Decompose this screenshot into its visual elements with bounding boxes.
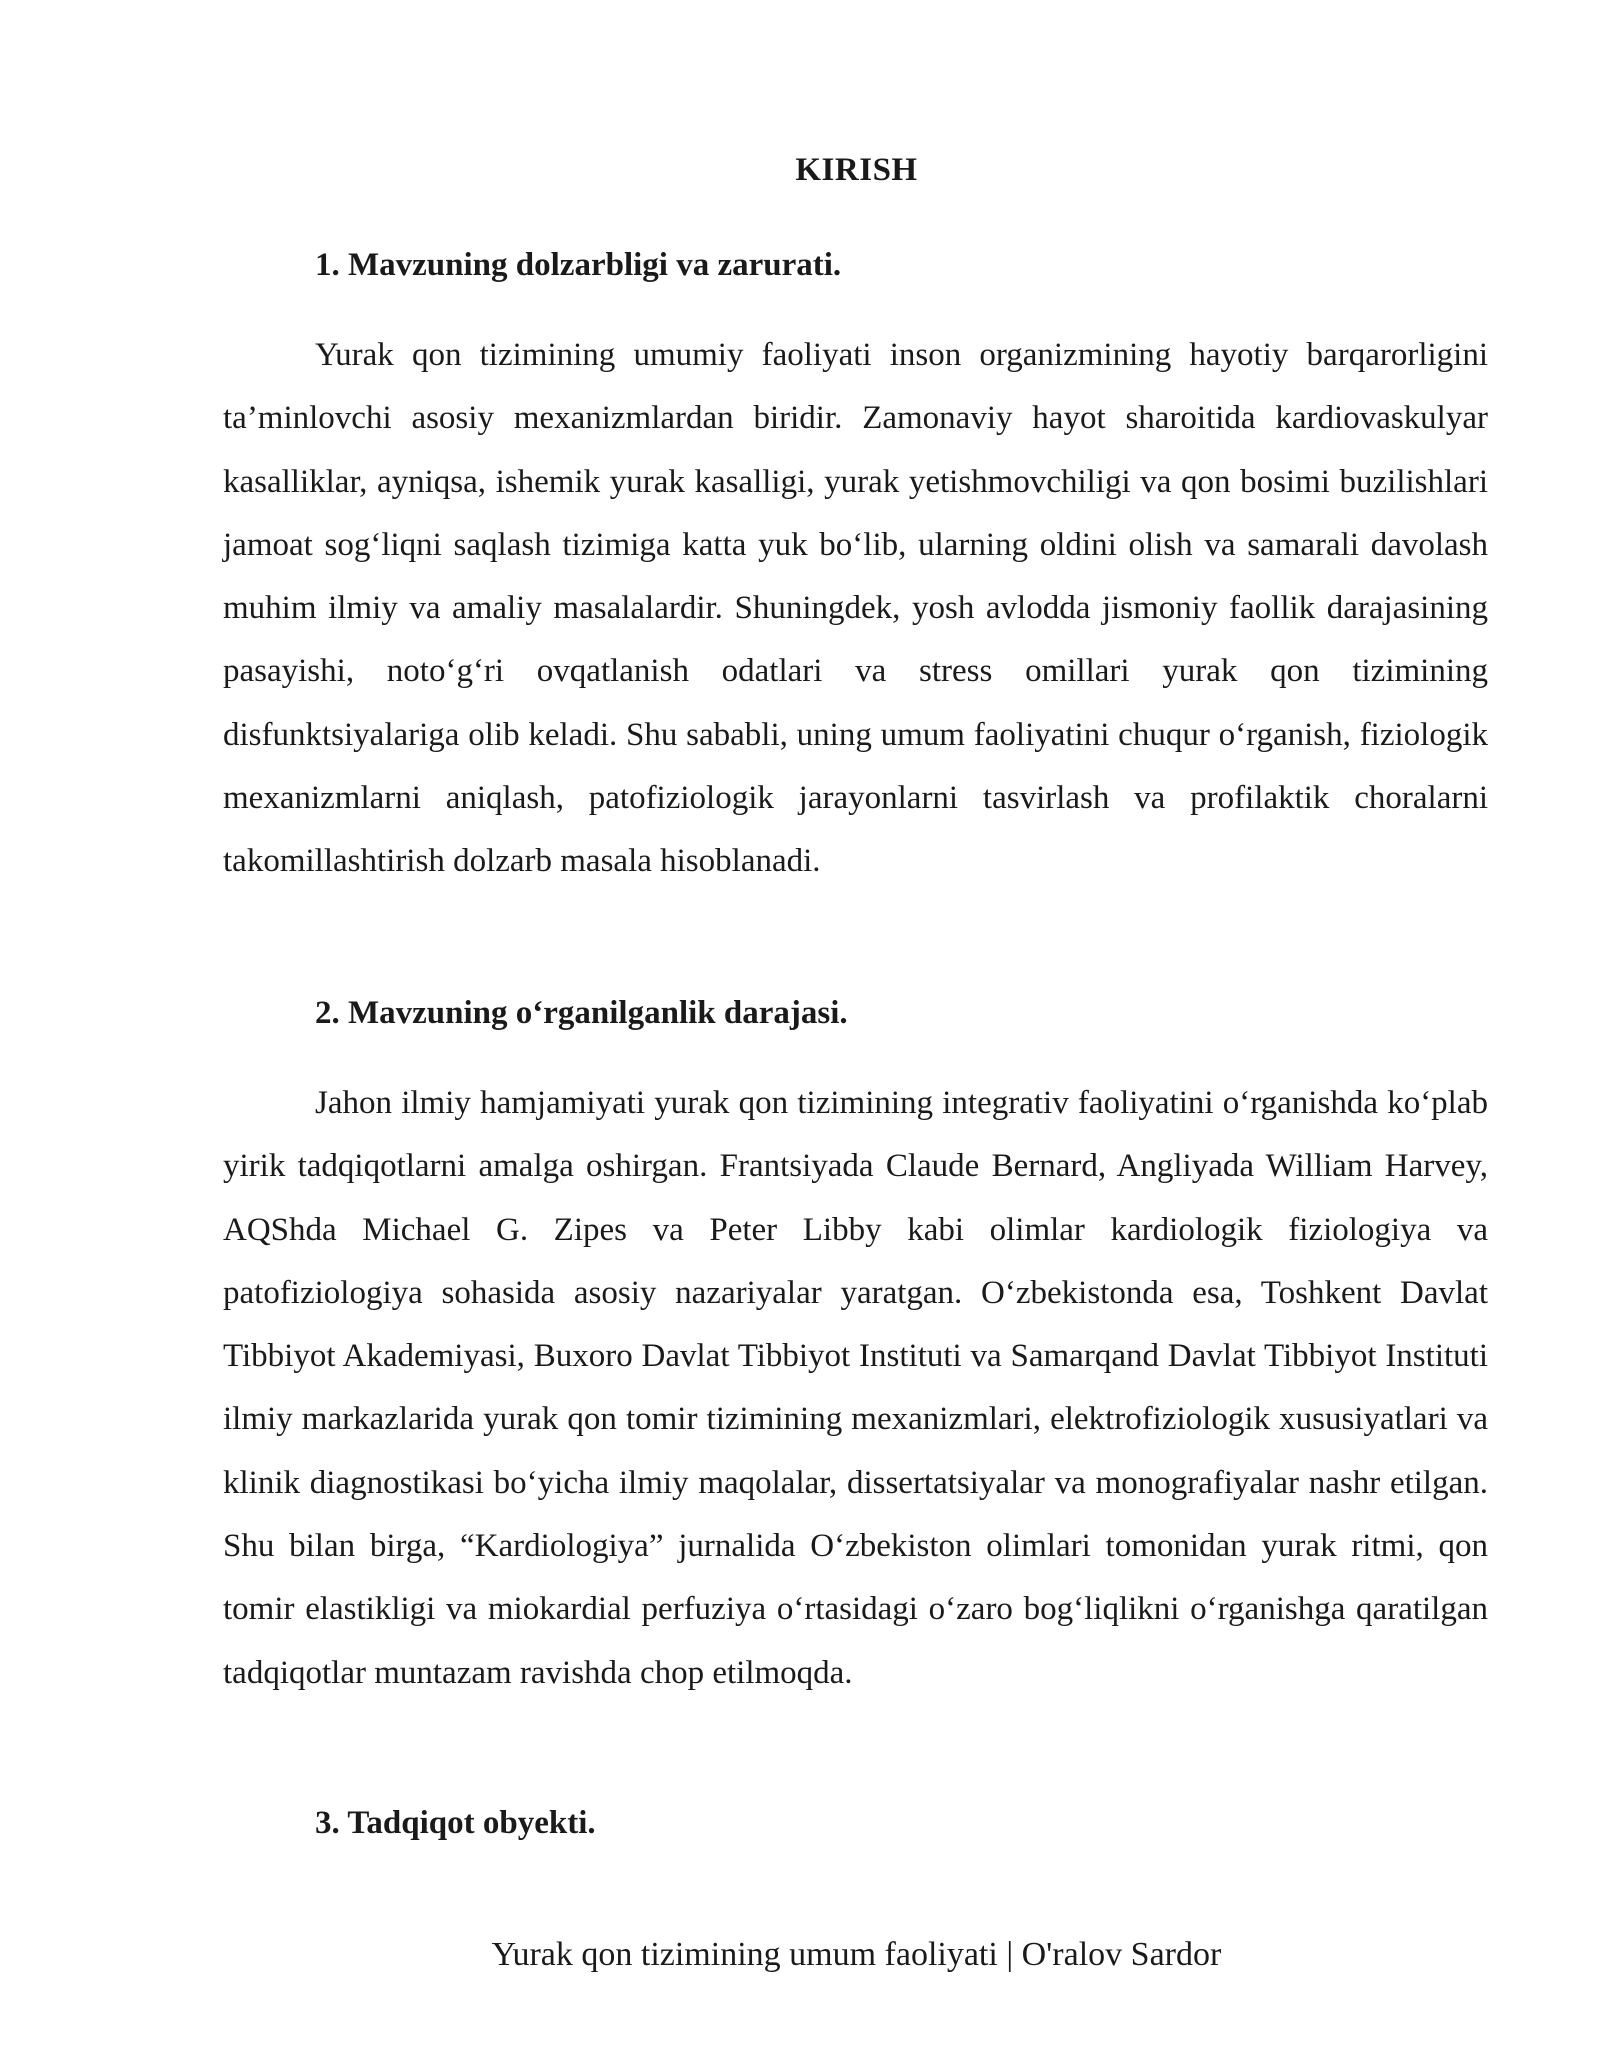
section-paragraph-2: Jahon ilmiy hamjamiyati yurak qon tizimining integrativ faoliyatini o‘rganishda ko‘plab yirik tadqiqotlarni amalga oshirgan. Frantsiyada Claude Bernard, Angliyada William Harvey, AQShda Michael G. Zipes va Peter Libby kabi olimlar kardiologik fiziologiya va patofiziologiya sohasida asosiy nazariyalar yaratgan. O‘zbekistonda esa, Toshkent Davlat Tibbiyot Akademiyasi, Buxoro Davlat Tibbiyot Instituti va Samarqand Davlat Tibbiyot Instituti ilmiy markazlarida yurak qon tomir tizimining mexanizmlari, elektrofiziologik xususiyatlari va klinik diagnostikasi bo‘yicha ilmiy maqolalar, dissertatsiyalar va monografiyalar nashr etilgan. Shu bilan birga, “Kardiologiya” jurnalida O‘zbekiston olimlari tomonidan yurak ritmi, qon tomir elastikligi va miokardial perfuziya o‘rtasidagi o‘zaro bog‘liqlikni o‘rganishga qaratilgan tadqiqotlar muntazam ravishda chop etilmoqda.: [223, 1085, 1488, 1691]
section-paragraph-1: Yurak qon tizimining umumiy faoliyati inson organizmining hayotiy barqarorligini ta’minlovchi asosiy mexanizmlardan biridir. Zamonaviy hayot sharoitida kardiovaskulyar kasalliklar, ayniqsa, ishemik yurak kasalligi, yurak yetishmovchiligi va qon bosimi buzilishlari jamoat sog‘liqni saqlash tizimiga katta yuk bo‘lib, ularning oldini olish va samarali davolash muhim ilmiy va amaliy masalalardir. Shuningdek, yosh avlodda jismoniy faollik darajasining pasayishi, noto‘g‘ri ovqatlanish odatlari va stress omillari yurak qon tizimining disfunktsiyalariga olib keladi. Shu sababli, uning umum faoliyatini chuqur o‘rganish, fiziologik mexanizmlarni aniqlash, patofiziologik jarayonlarni tasvirlash va profilaktik choralarni takomillashtirish dolzarb masala hisoblanadi.: [223, 337, 1488, 880]
section-heading-3: 3. Tadqiqot obyekti.: [315, 1805, 596, 1841]
section-heading-2: 2. Mavzuning o‘rganilganlik darajasi.: [315, 995, 848, 1031]
page-footer: Yurak qon tizimining umum faoliyati | O'ralov Sardor: [491, 1936, 1222, 1973]
section-heading-1: 1. Mavzuning dolzarbligi va zarurati.: [315, 247, 842, 283]
page-title: KIRISH: [795, 152, 918, 188]
